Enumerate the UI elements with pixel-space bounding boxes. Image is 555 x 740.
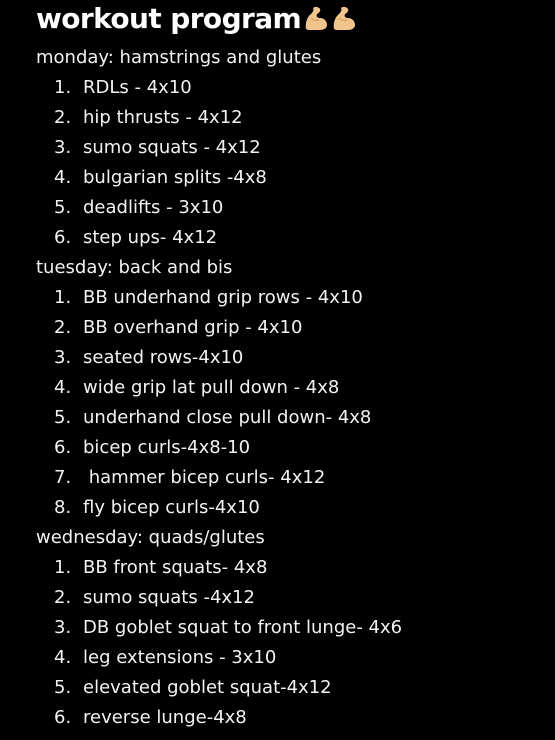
list-item [36, 133, 555, 163]
list-number: 7. [54, 467, 72, 488]
list-item [36, 193, 555, 223]
day-heading-tuesday: tuesday: back and bis [36, 257, 233, 278]
exercise-text: wide grip lat pull down - 4x8 [83, 377, 340, 398]
exercise-text: seated rows-4x10 [83, 347, 244, 368]
list-item [36, 643, 555, 673]
exercise-text: DB goblet squat to front lunge- 4x6 [83, 617, 403, 638]
exercise-text: hammer bicep curls- 4x12 [83, 467, 326, 488]
list-number: 3. [54, 347, 72, 368]
list-item [36, 373, 555, 403]
exercise-text: BB front squats- 4x8 [83, 557, 268, 578]
day-heading-monday: monday: hamstrings and glutes [36, 47, 322, 68]
exercise-text: elevated goblet squat-4x12 [83, 677, 332, 698]
list-number: 1. [54, 557, 72, 578]
list-item [36, 73, 555, 103]
list-item [36, 673, 555, 703]
list-item [36, 283, 555, 313]
list-item [36, 463, 555, 493]
list-item [36, 223, 555, 253]
list-number: 4. [54, 647, 72, 668]
list-number: 1. [54, 77, 72, 98]
list-number: 2. [54, 587, 72, 608]
page-title: workout program [36, 1, 302, 35]
exercise-text: reverse lunge-4x8 [83, 707, 247, 728]
exercise-text: hip thrusts - 4x12 [83, 107, 243, 128]
exercise-text: step ups- 4x12 [83, 227, 218, 248]
flexed-biceps-icon [331, 5, 357, 31]
list-number: 2. [54, 107, 72, 128]
list-item [36, 493, 555, 523]
exercise-text: bicep curls-4x8-10 [83, 437, 251, 458]
list-number: 5. [54, 197, 72, 218]
workout-days [36, 43, 555, 733]
list-number: 8. [54, 497, 72, 518]
list-item [36, 313, 555, 343]
list-item [36, 343, 555, 373]
list-item [36, 103, 555, 133]
exercise-text: underhand close pull down- 4x8 [83, 407, 372, 428]
flexed-biceps-icon [303, 5, 329, 31]
list-number: 1. [54, 287, 72, 308]
list-number: 6. [54, 707, 72, 728]
exercise-text: deadlifts - 3x10 [83, 197, 224, 218]
list-number: 5. [54, 407, 72, 428]
list-item [36, 703, 555, 733]
exercise-text: BB underhand grip rows - 4x10 [83, 287, 363, 308]
list-item [36, 433, 555, 463]
list-number: 4. [54, 377, 72, 398]
list-item [36, 583, 555, 613]
list-number: 6. [54, 437, 72, 458]
exercise-text: bulgarian splits -4x8 [83, 167, 267, 188]
list-item [36, 553, 555, 583]
list-item [36, 613, 555, 643]
day-heading-wednesday: wednesday: quads/glutes [36, 527, 265, 548]
exercise-text: BB overhand grip - 4x10 [83, 317, 303, 338]
list-number: 3. [54, 137, 72, 158]
exercise-text: sumo squats - 4x12 [83, 137, 261, 158]
list-number: 4. [54, 167, 72, 188]
exercise-text: sumo squats -4x12 [83, 587, 255, 608]
list-number: 3. [54, 617, 72, 638]
list-number: 5. [54, 677, 72, 698]
list-number: 6. [54, 227, 72, 248]
exercise-text: leg extensions - 3x10 [83, 647, 277, 668]
title-row [36, 1, 357, 35]
list-item [36, 403, 555, 433]
exercise-text: fly bicep curls-4x10 [83, 497, 260, 518]
exercise-text: RDLs - 4x10 [83, 77, 192, 98]
list-item [36, 163, 555, 193]
list-number: 2. [54, 317, 72, 338]
